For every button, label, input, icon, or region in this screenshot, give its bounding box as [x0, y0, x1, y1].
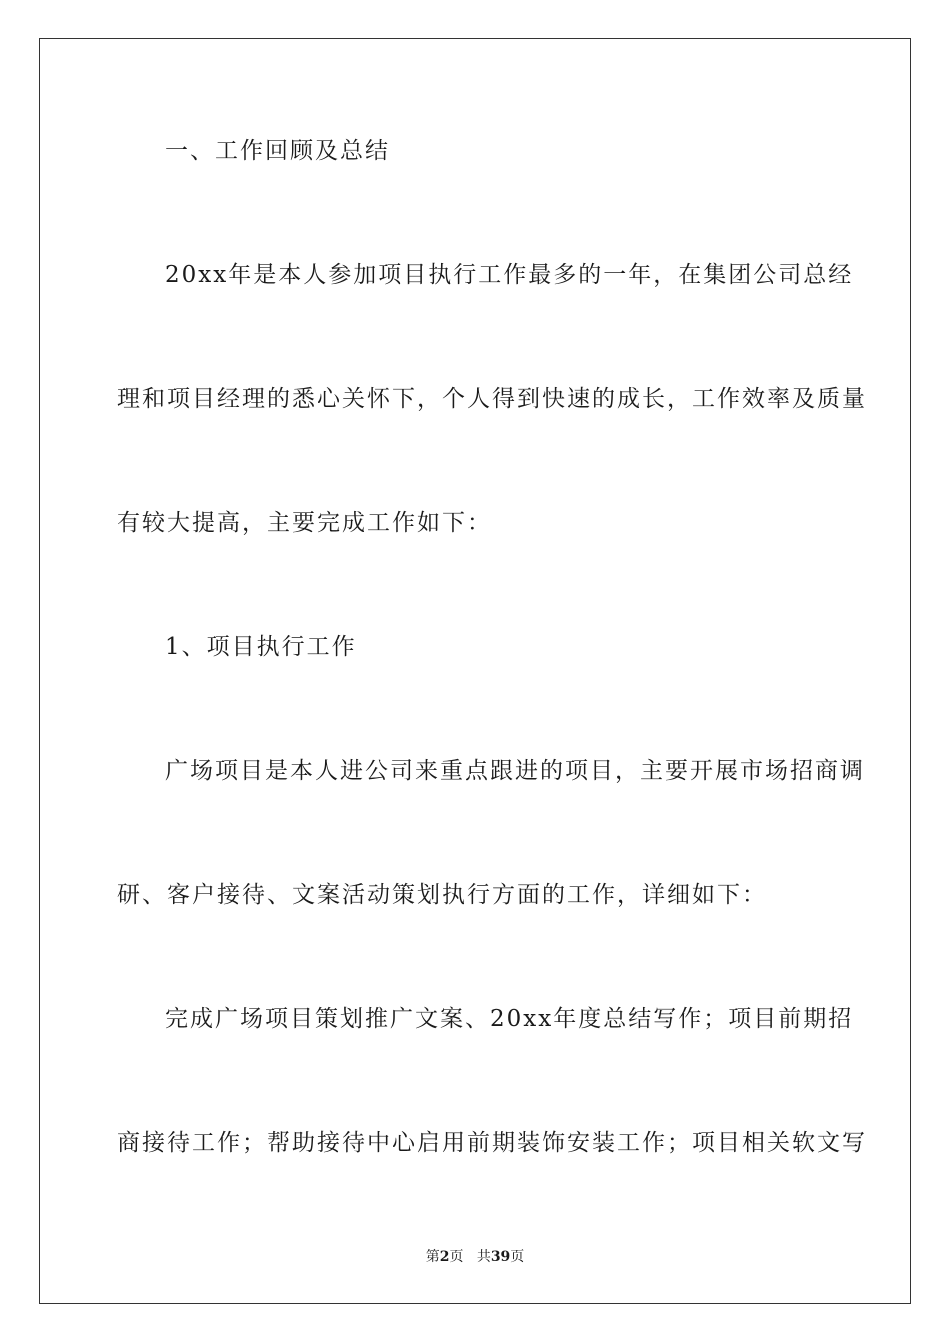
paragraph-line: 广场项目是本人进公司来重点跟进的项目，主要开展市场招商调: [165, 758, 865, 784]
paragraph-line: 有较大提高，主要完成工作如下：: [117, 510, 492, 536]
page-total: 39: [490, 1249, 511, 1265]
subsection-heading: 1、项目执行工作: [165, 634, 357, 660]
total-suffix: 页: [510, 1249, 525, 1265]
page-footer: [0, 1248, 950, 1266]
page-prefix: 第: [425, 1249, 440, 1265]
page-current: 2: [439, 1249, 450, 1265]
section-heading: 一、工作回顾及总结: [165, 138, 390, 164]
paragraph-line: 完成广场项目策划推广文案、20xx年度总结写作；项目前期招: [165, 1006, 854, 1032]
paragraph-line: 理和项目经理的悉心关怀下，个人得到快速的成长，工作效率及质量: [117, 386, 867, 412]
paragraph-line: 商接待工作；帮助接待中心启用前期装饰安装工作；项目相关软文写: [117, 1130, 867, 1156]
paragraph-line: 研、客户接待、文案活动策划执行方面的工作，详细如下：: [117, 882, 767, 908]
page-frame: [39, 38, 911, 1304]
page-suffix: 页: [449, 1249, 464, 1265]
paragraph-line: 20xx年是本人参加项目执行工作最多的一年，在集团公司总经: [165, 262, 854, 288]
total-prefix: 共: [476, 1249, 491, 1265]
